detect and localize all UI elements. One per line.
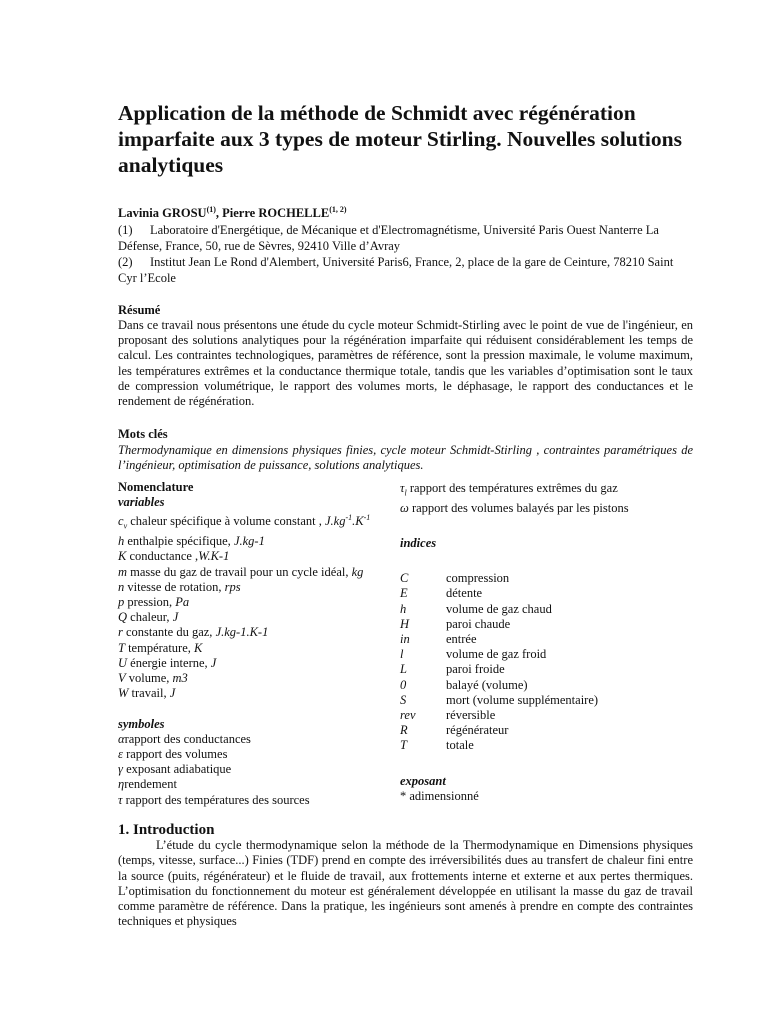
variable-symbol: U xyxy=(118,655,128,670)
variable-item xyxy=(118,510,388,534)
index-description: régénérateur xyxy=(446,723,509,738)
index-symbol: in xyxy=(400,631,410,646)
symbol-description: rapport des volumes balayés par les pistons xyxy=(408,500,629,515)
index-description: détente xyxy=(446,586,483,601)
variable-item xyxy=(118,595,388,610)
author-affiliation-mark: (1, 2) xyxy=(329,205,347,214)
variable-item xyxy=(118,671,388,686)
variable-symbol: W xyxy=(118,686,129,701)
variable-unit: J xyxy=(172,610,179,625)
spacer xyxy=(118,702,388,717)
index-item xyxy=(400,708,700,723)
symbol-subscript: l xyxy=(404,488,407,498)
variable-unit: J.kg-1 xyxy=(233,534,265,549)
affiliation-number: (2) xyxy=(118,255,133,269)
variable-item xyxy=(118,580,388,595)
index-item xyxy=(400,647,700,662)
index-description: paroi froide xyxy=(446,662,505,677)
abstract-text: Dans ce travail nous présentons une étude du cycle moteur Schmidt-Stirling avec le point de vue de l'ingénieur, en proposant des solutions analytiques pour la régénération imparfaite qui réduisent considérablement les temps de calcul. Les contraintes technologiques, paramètres de référence, sont la pression maximale, le volume maximum, les températures extrêmes et la conductance thermique totale, tandis que les variables d’optimisation sont le taux de compression volumétrique, le rapport des volumes morts, le déphasage, le rapport des conductances et le rendement de régénération. xyxy=(118,318,693,409)
variable-item xyxy=(118,686,388,701)
index-item xyxy=(400,632,700,647)
index-description: compression xyxy=(446,571,510,586)
keywords-heading: Mots clés xyxy=(118,427,168,441)
symbol-description: rapport des températures extrêmes du gaz xyxy=(406,481,618,495)
symbol-item xyxy=(400,481,700,501)
symbol-description: rendement xyxy=(124,777,177,792)
variable-description: masse du gaz de travail pour un cycle idéal, xyxy=(127,564,352,579)
symbol-glyph: ω xyxy=(400,500,409,515)
variable-item xyxy=(118,625,388,640)
variable-unit: m3 xyxy=(172,671,188,686)
index-item xyxy=(400,662,700,677)
index-symbol: rev xyxy=(400,707,416,722)
index-symbol: E xyxy=(400,586,408,601)
variable-description: pression, xyxy=(124,595,176,610)
index-symbol: H xyxy=(400,616,410,631)
affiliation-text: Institut Jean Le Rond d'Alembert, Université Paris6, France, 2, place de la gare de Ceinture, 78210 Saint Cyr l’Ecole xyxy=(118,255,674,285)
variable-symbol: h xyxy=(118,534,125,549)
variable-unit-exponent: -1 xyxy=(345,513,353,523)
spacer xyxy=(400,754,700,774)
spacer xyxy=(400,516,700,536)
index-item xyxy=(400,693,700,708)
symbol-item xyxy=(400,501,700,516)
variable-item xyxy=(118,549,388,564)
author-name: Lavinia GROSU xyxy=(118,206,207,221)
index-symbol: h xyxy=(400,601,407,616)
variable-description: chaleur spécifique à volume constant , xyxy=(127,514,325,529)
index-description: réversible xyxy=(446,707,496,722)
symbol-item xyxy=(118,793,388,808)
symbol-glyph: ε xyxy=(118,746,123,761)
variable-unit-exponent: -1 xyxy=(363,513,371,523)
symbol-description: rapport des volumes xyxy=(122,746,228,761)
variable-unit: rps xyxy=(224,579,241,594)
symbol-description: rapport des conductances xyxy=(124,731,251,746)
keywords-text: Thermodynamique en dimensions physiques finies, cycle moteur Schmidt-Stirling , contraintes paramétriques de l’ingénieur, optimisation de puissance, solutions analytiques. xyxy=(118,443,693,473)
variable-unit: J.kg xyxy=(324,514,346,529)
symbol-glyph: γ xyxy=(118,762,123,777)
variable-item xyxy=(118,534,388,549)
symbols-heading: symboles xyxy=(118,716,165,731)
indices-heading: indices xyxy=(400,535,437,550)
index-symbol: S xyxy=(400,692,407,707)
nomenclature-heading: Nomenclature xyxy=(118,480,194,494)
author-line xyxy=(118,205,718,221)
index-item xyxy=(400,586,700,601)
variable-symbol: p xyxy=(118,595,125,610)
index-item xyxy=(400,602,700,617)
abstract-heading: Résumé xyxy=(118,303,161,317)
variable-description: volume, xyxy=(125,671,173,686)
variable-item xyxy=(118,641,388,656)
variable-unit: J xyxy=(210,655,217,670)
variable-description: température, xyxy=(124,640,195,655)
affiliation xyxy=(118,223,693,254)
variable-unit: J.kg-1.K-1 xyxy=(215,625,269,640)
affiliation-number: (1) xyxy=(118,223,133,237)
index-description: balayé (volume) xyxy=(446,677,528,692)
author-name: Pierre ROCHELLE xyxy=(222,206,330,221)
variable-unit: K xyxy=(194,640,203,655)
symbol-item xyxy=(118,747,388,762)
spacer xyxy=(400,551,700,571)
index-description: totale xyxy=(446,738,474,753)
author-affiliation-mark: (1) xyxy=(206,205,216,214)
exponent-item: * adimensionné xyxy=(400,788,479,803)
variable-symbol: c xyxy=(118,514,124,529)
index-description: volume de gaz chaud xyxy=(446,601,552,616)
variable-item xyxy=(118,565,388,580)
symbol-glyph: η xyxy=(118,777,125,792)
symbol-glyph: τ xyxy=(400,481,405,495)
index-description: paroi chaude xyxy=(446,616,511,631)
symbol-description: rapport des températures des sources xyxy=(122,792,310,807)
index-description: entrée xyxy=(446,631,477,646)
symbol-item xyxy=(118,777,388,792)
index-item xyxy=(400,571,700,586)
index-symbol: C xyxy=(400,571,409,586)
symbol-glyph: τ xyxy=(118,792,123,807)
introduction-text: L’étude du cycle thermodynamique selon la méthode de la Thermodynamique en Dimensions physiques (temps, vitesse, surface...) Finies (TDF) prend en compte des irréversibilités dues au transfert de chaleur fini entre la source (puits, régénérateur) et le fluide de travail, aux frottements interne et externe et aux pertes thermiques. L’optimisation du fonctionnement du moteur est généralement développée en utilisant la masse du gaz de travail comme paramètre de référence. Dans la pratique, les ingénieurs sont amenés à prendre en compte des contraintes techniques et physiques xyxy=(118,838,693,929)
variable-symbol: Q xyxy=(118,610,128,625)
index-symbol: L xyxy=(400,662,407,677)
symbol-item xyxy=(118,762,388,777)
variable-symbol: n xyxy=(118,579,125,594)
variable-symbol: m xyxy=(118,564,128,579)
index-description: mort (volume supplémentaire) xyxy=(446,692,599,707)
index-description: volume de gaz froid xyxy=(446,647,547,662)
symbol-glyph: α xyxy=(118,731,125,746)
index-item xyxy=(400,678,700,693)
variable-symbol: T xyxy=(118,640,125,655)
variable-description: chaleur, xyxy=(127,610,173,625)
variable-unit: J xyxy=(169,686,176,701)
variable-unit: .K xyxy=(352,514,364,529)
symbol-description: exposant adiabatique xyxy=(122,762,232,777)
variable-unit: kg xyxy=(351,564,364,579)
variable-item xyxy=(118,610,388,625)
paper-title: Application de la méthode de Schmidt avec régénération imparfaite aux 3 types de moteur Stirling. Nouvelles solutions analytiques xyxy=(118,101,682,177)
index-item xyxy=(400,723,700,738)
variable-description: constante du gaz, xyxy=(122,625,216,640)
variable-description: enthalpie spécifique, xyxy=(124,534,234,549)
affiliation-text: Laboratoire d'Energétique, de Mécanique et d'Electromagnétisme, Université Paris Ouest Nanterre La Défense, France, 50, rue de Sèvres, 92410 Ville d’Avray xyxy=(118,223,659,253)
index-symbol: 0 xyxy=(400,677,407,692)
symbol-item xyxy=(118,732,388,747)
nomenclature-left-column xyxy=(118,480,388,808)
affiliation xyxy=(118,255,693,286)
variables-heading: variables xyxy=(118,495,165,510)
variable-description: conductance , xyxy=(126,549,199,564)
exponent-heading: exposant xyxy=(400,773,446,788)
variable-symbol: r xyxy=(118,625,123,640)
index-item xyxy=(400,738,700,753)
nomenclature-right-column xyxy=(400,481,700,804)
introduction-heading: 1. Introduction xyxy=(118,822,215,838)
index-symbol: l xyxy=(400,647,404,662)
variable-item xyxy=(118,656,388,671)
index-symbol: R xyxy=(400,723,408,738)
index-item xyxy=(400,617,700,632)
author-separator: , xyxy=(215,206,223,221)
variable-subscript: v xyxy=(123,522,128,532)
variable-unit: W.K-1 xyxy=(198,549,230,564)
variable-symbol: V xyxy=(118,671,126,686)
variable-symbol: K xyxy=(118,549,127,564)
variable-description: travail, xyxy=(128,686,170,701)
index-symbol: T xyxy=(400,738,407,753)
variable-description: énergie interne, xyxy=(127,655,211,670)
variable-description: vitesse de rotation, xyxy=(124,579,225,594)
variable-unit: Pa xyxy=(175,595,190,610)
